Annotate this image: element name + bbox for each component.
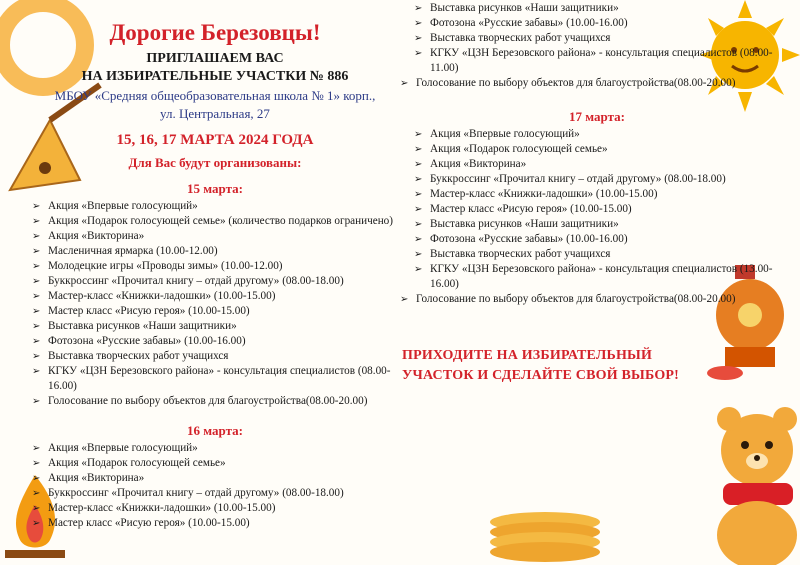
- list-item: ➢ Выставка рисунков «Наши защитники»: [412, 1, 782, 16]
- list-item: ➢ Акция «Впервые голосующий»: [30, 199, 400, 214]
- day-heading-16: 16 марта:: [187, 423, 243, 438]
- invite-line-2: НА ИЗБИРАТЕЛЬНЫЕ УЧАСТКИ № 886: [81, 69, 349, 84]
- left-column: [30, 8, 400, 531]
- list-item: ➢ Акция «Подарок голосующей семье»: [412, 142, 782, 157]
- list-item: ➢ Буккроссинг «Прочитал книгу – отдай другому» (08.00-18.00): [412, 172, 782, 187]
- page-title: Дорогие Березовцы!: [109, 20, 321, 45]
- list-item: ➢ Голосование по выбору объектов для благоустройства(08.00-20.00): [398, 76, 782, 91]
- list-item: ➢ КГКУ «ЦЗН Березовского района» - консультация специалистов (13.00-16.00): [412, 262, 782, 292]
- event-dates: 15, 16, 17 МАРТА 2024 ГОДА: [116, 132, 314, 148]
- day-heading-17: 17 марта:: [569, 109, 625, 124]
- list-item: ➢ Фотозона «Русские забавы» (10.00-16.00): [412, 16, 782, 31]
- list-item: ➢ Выставка творческих работ учащихся: [412, 247, 782, 262]
- list-item: ➢ Акция «Подарок голосующей семье» (количество подарков ограничено): [30, 214, 400, 229]
- call-line-2: УЧАСТОК И СДЕЛАЙТЕ СВОЙ ВЫБОР!: [402, 368, 680, 383]
- bear-icon: [705, 395, 800, 565]
- list-item: ➢ Выставка творческих работ учащихся: [30, 349, 400, 364]
- list-item: ➢ Акция «Викторина»: [30, 471, 400, 486]
- schedule-list-17: [412, 127, 782, 292]
- schedule-list-16-voting: [398, 76, 782, 91]
- schedule-list-16: [30, 441, 400, 531]
- list-item: ➢ Акция «Подарок голосующей семье»: [30, 456, 400, 471]
- list-item: ➢ Мастер класс «Рисую героя» (10.00-15.00): [30, 516, 400, 531]
- list-item: ➢ Акция «Впервые голосующий»: [30, 441, 400, 456]
- schedule-list-16-continued: [412, 1, 782, 76]
- right-column: [412, 0, 782, 307]
- list-item: ➢ Мастер класс «Рисую героя» (10.00-15.00): [412, 202, 782, 217]
- organized-heading: Для Вас будут организованы:: [128, 155, 302, 170]
- address-line-1: МБОУ «Средняя общеобразовательная школа № 1» корп.,: [54, 88, 376, 103]
- call-to-action: [402, 346, 732, 386]
- list-item: ➢ Фотозона «Русские забавы» (10.00-16.00): [412, 232, 782, 247]
- list-item: ➢ Мастер-класс «Книжки-ладошки» (10.00-15.00): [30, 501, 400, 516]
- list-item: ➢ Выставка рисунков «Наши защитники»: [412, 217, 782, 232]
- address-line-2: ул. Центральная, 27: [160, 106, 270, 121]
- schedule-list-15: [30, 199, 400, 409]
- list-item: ➢ Голосование по выбору объектов для благоустройства(08.00-20.00): [30, 394, 400, 409]
- list-item: ➢ Буккроссинг «Прочитал книгу – отдай другому» (08.00-18.00): [30, 274, 400, 289]
- list-item: ➢ Акция «Впервые голосующий»: [412, 127, 782, 142]
- invite-line-1: ПРИГЛАШАЕМ ВАС: [146, 51, 284, 66]
- day-heading-15: 15 марта:: [187, 181, 243, 196]
- list-item: ➢ Голосование по выбору объектов для благоустройства(08.00-20.00): [398, 292, 782, 307]
- list-item: ➢ Фотозона «Русские забавы» (10.00-16.00): [30, 334, 400, 349]
- list-item: ➢ Акция «Викторина»: [30, 229, 400, 244]
- list-item: ➢ Выставка рисунков «Наши защитники»: [30, 319, 400, 334]
- list-item: ➢ КГКУ «ЦЗН Березовского района» - консультация специалистов (08.00-11.00): [412, 46, 782, 76]
- list-item: ➢ Мастер-класс «Книжки-ладошки» (10.00-15.00): [30, 289, 400, 304]
- schedule-list-17-voting: [398, 292, 782, 307]
- pancakes-icon: [480, 500, 610, 565]
- list-item: ➢ Масленичная ярмарка (10.00-12.00): [30, 244, 400, 259]
- list-item: ➢ Выставка творческих работ учащихся: [412, 31, 782, 46]
- list-item: ➢ Молодецкие игры «Проводы зимы» (10.00-12.00): [30, 259, 400, 274]
- list-item: ➢ Буккроссинг «Прочитал книгу – отдай другому» (08.00-18.00): [30, 486, 400, 501]
- call-line-1: ПРИХОДИТЕ НА ИЗБИРАТЕЛЬНЫЙ: [402, 348, 653, 363]
- list-item: ➢ КГКУ «ЦЗН Березовского района» - консультация специалистов (08.00-16.00): [30, 364, 400, 394]
- list-item: ➢ Мастер класс «Рисую героя» (10.00-15.00): [30, 304, 400, 319]
- list-item: ➢ Мастер-класс «Книжки-ладошки» (10.00-15.00): [412, 187, 782, 202]
- list-item: ➢ Акция «Викторина»: [412, 157, 782, 172]
